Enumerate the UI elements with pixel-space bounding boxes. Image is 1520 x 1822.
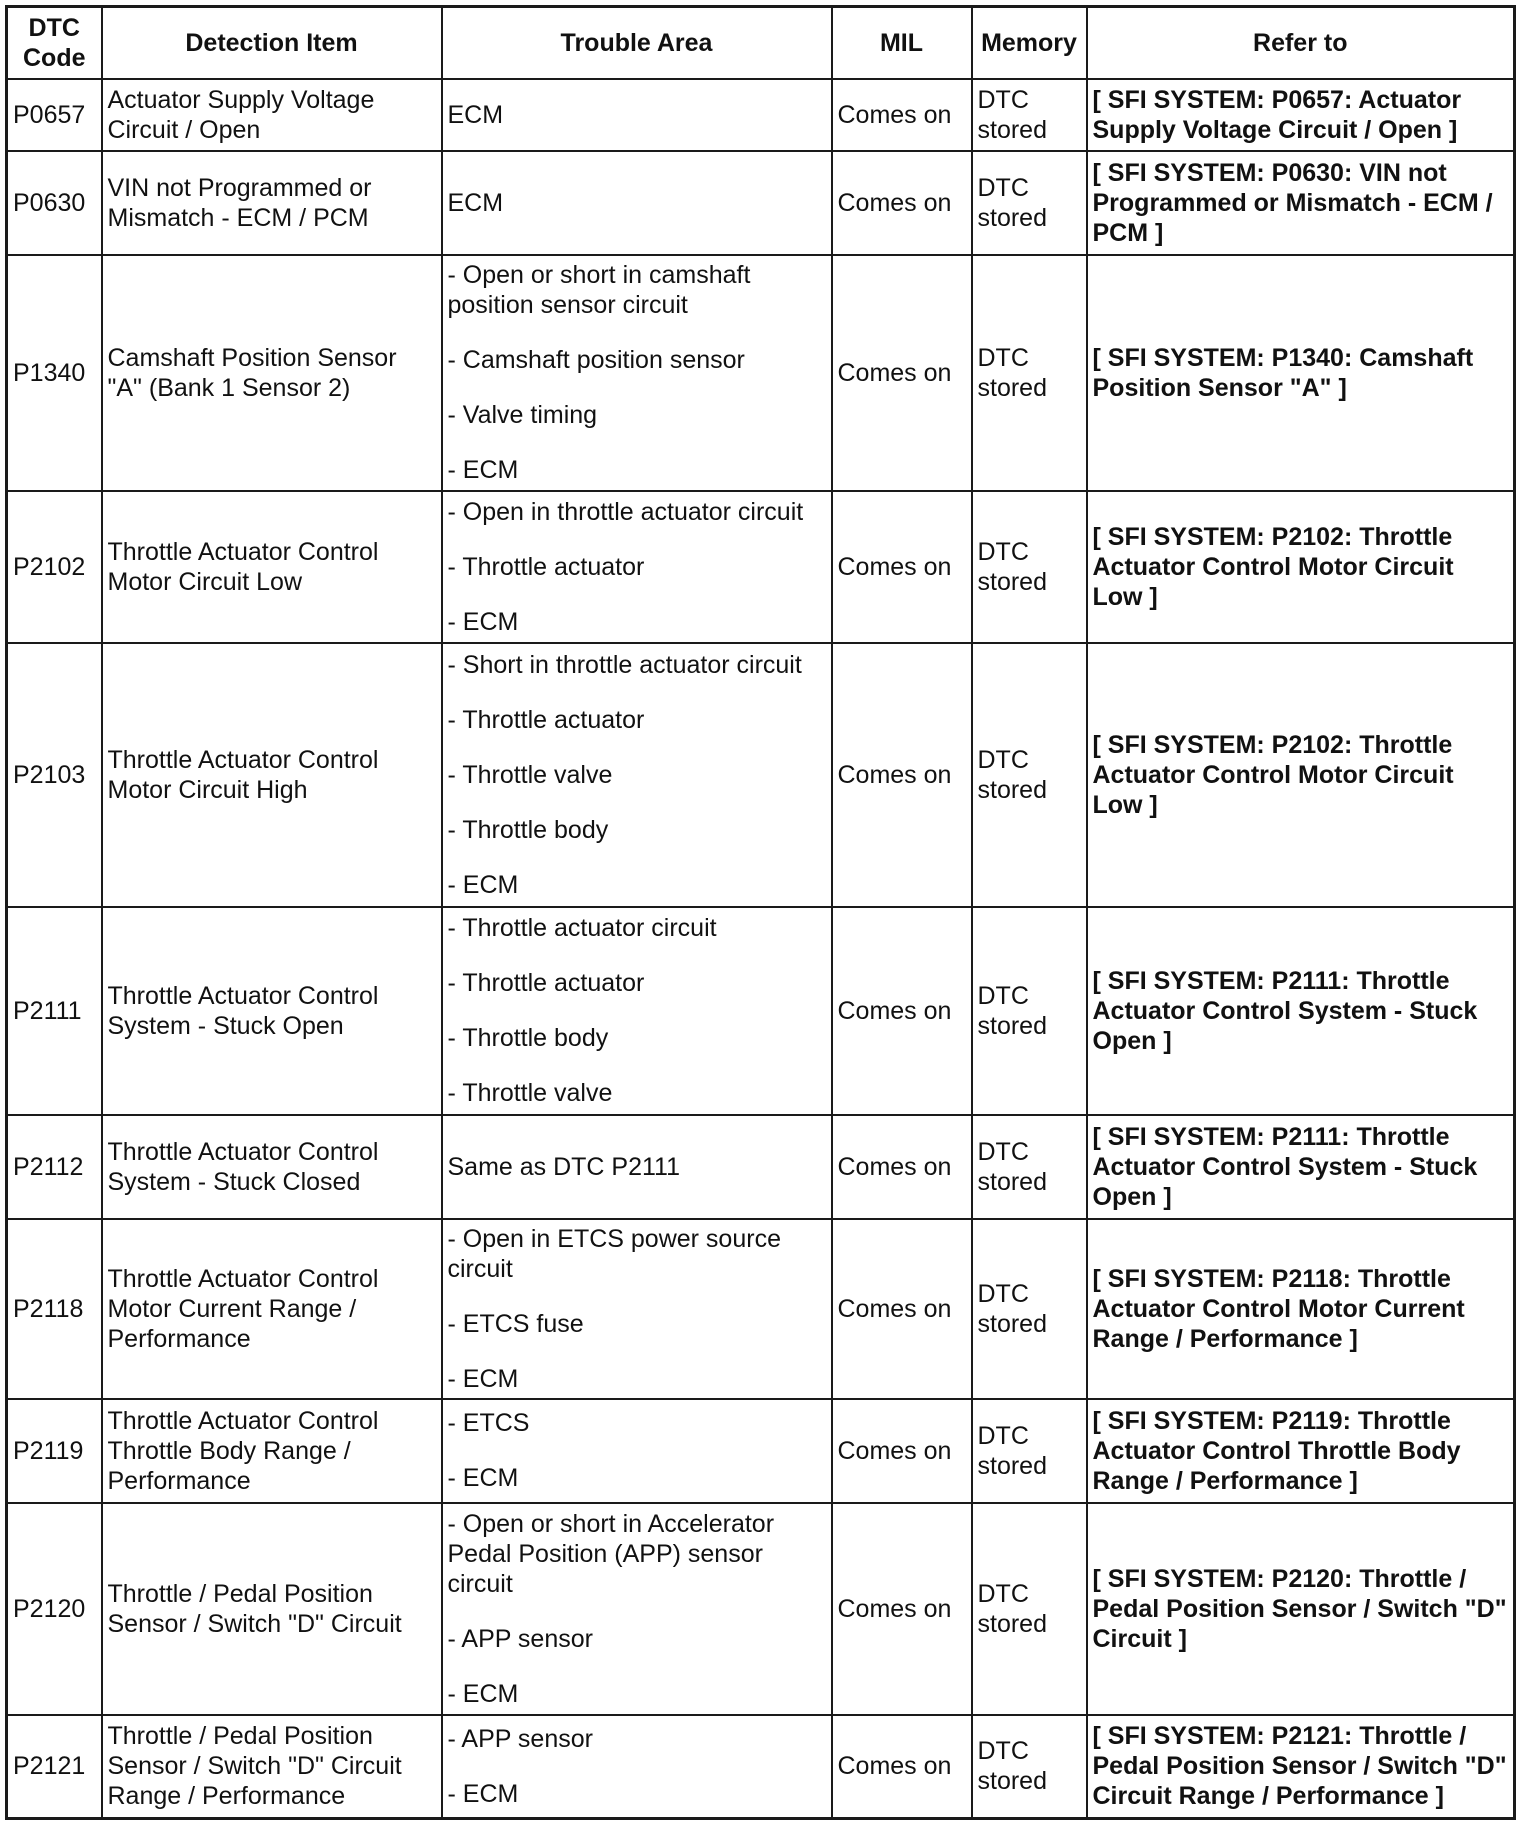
trouble-area-item: Same as DTC P2111 <box>447 1152 681 1181</box>
header-detection-item: Detection Item <box>102 7 442 79</box>
refer-to-cell: [ SFI SYSTEM: P1340: Camshaft Position Sensor "A" ] <box>1087 255 1515 491</box>
refer-to-cell: [ SFI SYSTEM: P2118: Throttle Actuator Control Motor Current Range / Performance ] <box>1087 1219 1515 1399</box>
detection-item-cell: Throttle Actuator Control Motor Current Range / Performance <box>102 1219 442 1399</box>
trouble-area-item: - APP sensor <box>447 1624 593 1653</box>
trouble-area-item: - ECM <box>447 1464 519 1492</box>
refer-to-cell: [ SFI SYSTEM: P2121: Throttle / Pedal Position Sensor / Switch "D" Circuit Range / Performance ] <box>1087 1715 1515 1819</box>
mil-cell: Comes on <box>832 1219 972 1399</box>
trouble-area-item: - Throttle valve <box>447 760 613 789</box>
mil-cell: Comes on <box>832 1399 972 1503</box>
trouble-area-item: ECM <box>447 100 504 129</box>
detection-item-cell: Throttle Actuator Control Motor Circuit Low <box>102 491 442 643</box>
table-row <box>7 255 1515 491</box>
trouble-area-cell <box>442 79 832 151</box>
trouble-area-item: - Open in ETCS power source circuit <box>447 1224 781 1283</box>
header-row <box>7 7 1515 79</box>
mil-cell: Comes on <box>832 907 972 1115</box>
table-row <box>7 79 1515 151</box>
trouble-area-item: - Throttle body <box>447 1024 609 1052</box>
mil-cell: Comes on <box>832 643 972 907</box>
trouble-area-item: - ECM <box>447 607 519 636</box>
trouble-area-cell <box>442 1715 832 1819</box>
memory-cell: DTC stored <box>972 1715 1087 1819</box>
memory-cell: DTC stored <box>972 151 1087 255</box>
detection-item-cell: Throttle / Pedal Position Sensor / Switch "D" Circuit <box>102 1503 442 1715</box>
trouble-area-cell <box>442 1503 832 1715</box>
trouble-area-item: ECM <box>447 188 504 217</box>
trouble-area-item: - Open in throttle actuator circuit <box>447 497 804 526</box>
dtc-code-cell: P0657 <box>7 79 102 151</box>
trouble-area-item: - ECM <box>447 1779 519 1808</box>
table-row <box>7 491 1515 643</box>
trouble-area-cell <box>442 1219 832 1399</box>
table-row <box>7 1715 1515 1819</box>
trouble-area-item: - ECM <box>447 456 519 484</box>
trouble-area-item: - Throttle actuator <box>447 705 645 734</box>
dtc-code-cell: P2111 <box>7 907 102 1115</box>
header-memory: Memory <box>972 7 1087 79</box>
mil-cell: Comes on <box>832 79 972 151</box>
dtc-code-cell: P2103 <box>7 643 102 907</box>
memory-cell: DTC stored <box>972 1219 1087 1399</box>
memory-cell: DTC stored <box>972 1503 1087 1715</box>
trouble-area-item: - Throttle body <box>447 815 609 844</box>
trouble-area-cell <box>442 1115 832 1219</box>
refer-to-cell: [ SFI SYSTEM: P2102: Throttle Actuator Control Motor Circuit Low ] <box>1087 643 1515 907</box>
refer-to-cell: [ SFI SYSTEM: P2111: Throttle Actuator Control System - Stuck Open ] <box>1087 907 1515 1115</box>
memory-cell: DTC stored <box>972 79 1087 151</box>
trouble-area-cell <box>442 151 832 255</box>
trouble-area-item: - Camshaft position sensor <box>447 346 745 374</box>
refer-to-cell: [ SFI SYSTEM: P0657: Actuator Supply Voltage Circuit / Open ] <box>1087 79 1515 151</box>
trouble-area-item: - Open or short in camshaft position sensor circuit <box>447 261 751 319</box>
dtc-code-cell: P2118 <box>7 1219 102 1399</box>
trouble-area-cell <box>442 491 832 643</box>
refer-to-cell: [ SFI SYSTEM: P2111: Throttle Actuator Control System - Stuck Open ] <box>1087 1115 1515 1219</box>
trouble-area-item: - Throttle actuator <box>447 969 645 997</box>
dtc-code-cell: P2120 <box>7 1503 102 1715</box>
dtc-code-cell: P2112 <box>7 1115 102 1219</box>
header-dtc-code: DTC Code <box>7 7 102 79</box>
dtc-code-cell: P2102 <box>7 491 102 643</box>
trouble-area-cell <box>442 1399 832 1503</box>
memory-cell: DTC stored <box>972 643 1087 907</box>
memory-cell: DTC stored <box>972 907 1087 1115</box>
header-mil: MIL <box>832 7 972 79</box>
detection-item-cell: Throttle Actuator Control System - Stuck Closed <box>102 1115 442 1219</box>
dtc-code-cell: P0630 <box>7 151 102 255</box>
trouble-area-item: - ETCS fuse <box>447 1309 584 1338</box>
trouble-area-item: - Open or short in Accelerator Pedal Position (APP) sensor circuit <box>447 1509 775 1598</box>
refer-to-cell: [ SFI SYSTEM: P0630: VIN not Programmed or Mismatch - ECM / PCM ] <box>1087 151 1515 255</box>
trouble-area-item: - Throttle valve <box>447 1079 613 1107</box>
detection-item-cell: Throttle / Pedal Position Sensor / Switch "D" Circuit Range / Performance <box>102 1715 442 1819</box>
memory-cell: DTC stored <box>972 1399 1087 1503</box>
detection-item-cell: VIN not Programmed or Mismatch - ECM / PCM <box>102 151 442 255</box>
header-refer-to: Refer to <box>1087 7 1515 79</box>
trouble-area-item: - Short in throttle actuator circuit <box>447 650 802 679</box>
mil-cell: Comes on <box>832 1715 972 1819</box>
trouble-area-item: - ECM <box>447 1679 519 1708</box>
dtc-code-cell: P2119 <box>7 1399 102 1503</box>
mil-cell: Comes on <box>832 1115 972 1219</box>
detection-item-cell: Throttle Actuator Control System - Stuck Open <box>102 907 442 1115</box>
trouble-area-item: - Valve timing <box>447 401 598 429</box>
trouble-area-cell <box>442 255 832 491</box>
trouble-area-item: - ETCS <box>447 1409 530 1437</box>
memory-cell: DTC stored <box>972 491 1087 643</box>
table-row <box>7 1219 1515 1399</box>
trouble-area-item: - ECM <box>447 870 519 899</box>
refer-to-cell: [ SFI SYSTEM: P2120: Throttle / Pedal Position Sensor / Switch "D" Circuit ] <box>1087 1503 1515 1715</box>
dtc-table <box>5 5 1516 1820</box>
trouble-area-cell <box>442 907 832 1115</box>
refer-to-cell: [ SFI SYSTEM: P2102: Throttle Actuator Control Motor Circuit Low ] <box>1087 491 1515 643</box>
trouble-area-item: - ECM <box>447 1364 519 1393</box>
refer-to-cell: [ SFI SYSTEM: P2119: Throttle Actuator Control Throttle Body Range / Performance ] <box>1087 1399 1515 1503</box>
mil-cell: Comes on <box>832 255 972 491</box>
table-row <box>7 151 1515 255</box>
table-row <box>7 1115 1515 1219</box>
dtc-code-cell: P1340 <box>7 255 102 491</box>
trouble-area-cell <box>442 643 832 907</box>
detection-item-cell: Throttle Actuator Control Throttle Body Range / Performance <box>102 1399 442 1503</box>
header-trouble-area: Trouble Area <box>442 7 832 79</box>
memory-cell: DTC stored <box>972 255 1087 491</box>
detection-item-cell: Throttle Actuator Control Motor Circuit High <box>102 643 442 907</box>
dtc-code-cell: P2121 <box>7 1715 102 1819</box>
trouble-area-item: - APP sensor <box>447 1724 593 1753</box>
mil-cell: Comes on <box>832 1503 972 1715</box>
mil-cell: Comes on <box>832 491 972 643</box>
mil-cell: Comes on <box>832 151 972 255</box>
table-row <box>7 1503 1515 1715</box>
table-row <box>7 1399 1515 1503</box>
table-row <box>7 907 1515 1115</box>
detection-item-cell: Actuator Supply Voltage Circuit / Open <box>102 79 442 151</box>
detection-item-cell: Camshaft Position Sensor "A" (Bank 1 Sensor 2) <box>102 255 442 491</box>
trouble-area-item: - Throttle actuator <box>447 552 645 581</box>
table-row <box>7 643 1515 907</box>
memory-cell: DTC stored <box>972 1115 1087 1219</box>
trouble-area-item: - Throttle actuator circuit <box>447 914 717 942</box>
